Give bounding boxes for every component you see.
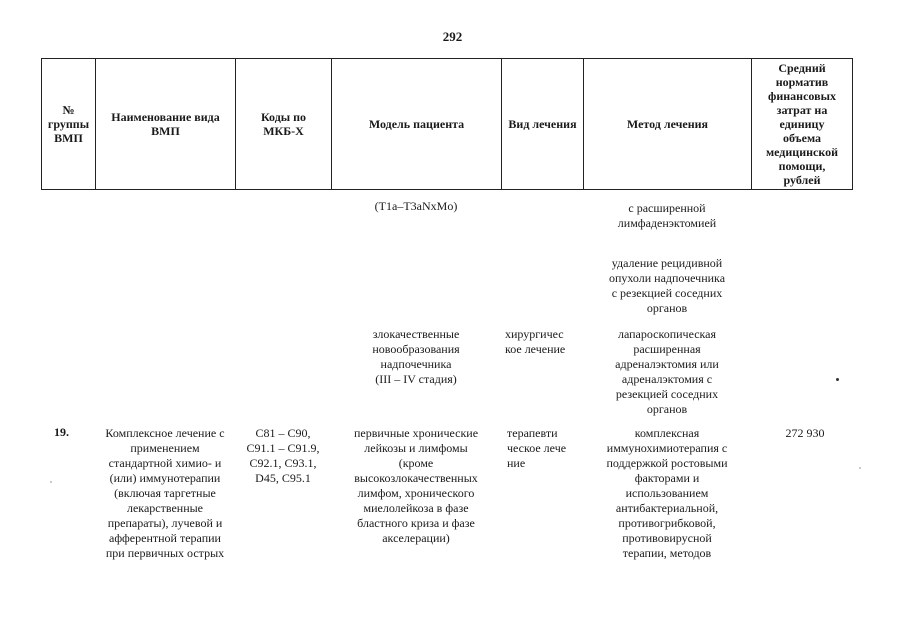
group-19-model: первичные хронические лейкозы и лимфомы (кроме высокозлокачественных лимфом, хронического миелолейкоза в фазе бластного криза и фазе акселерации) xyxy=(353,426,479,545)
group-19-method: комплексная иммунохимиотерапия с поддержкой ростовыми факторами и использованием антибактериальной, противогрибковой, противовирусной терапии, методов xyxy=(606,426,728,560)
method-lymphadenectomy: с расширенной лимфаденэктомией xyxy=(617,201,717,230)
header-cost-standard: Средний норматив финансовых затрат на единицу объема медицинской помощи, рублей xyxy=(752,59,853,190)
group-19-number: 19. xyxy=(54,425,69,439)
header-vmp-name: Наименование вида ВМП xyxy=(96,59,236,190)
header-table xyxy=(41,58,853,190)
header-treatment-type: Вид лечения xyxy=(502,59,584,190)
adrenal-model: злокачественные новообразования надпочечника (III – IV стадия) xyxy=(372,327,460,386)
model-stage: (T1a–T3aNxMo) xyxy=(374,199,458,213)
header-treatment-method: Метод лечения xyxy=(584,59,752,190)
method-recurrent-tumor: удаление рецидивной опухоли надпочечника с резекцией соседних органов xyxy=(608,256,726,315)
header-patient-model: Модель пациента xyxy=(332,59,502,190)
page-number: 292 xyxy=(442,29,463,44)
scan-speck xyxy=(836,378,839,381)
scan-speck xyxy=(859,467,861,469)
header-icd-codes: Коды по МКБ-Х xyxy=(236,59,332,190)
adrenal-method: лапароскопическая расширенная адреналэктомия или адреналэктомия с резекцией соседних органов xyxy=(615,327,719,416)
group-19-name: Комплексное лечение с применением стандартной химио- и (или) иммунотерапии (включая таргетные лекарственные препараты), лучевой и афферентной терапии при первичных острых xyxy=(105,426,225,560)
group-19-treatment-type: терапевти ческое лече ние xyxy=(507,426,567,470)
group-19-codes: C81 – C90, C91.1 – C91.9, C92.1, C93.1, D45, C95.1 xyxy=(246,426,320,485)
scan-speck xyxy=(50,481,52,483)
header-group-number: № группы ВМП xyxy=(42,59,96,190)
group-19-cost: 272 930 xyxy=(785,426,825,440)
adrenal-treatment-type: хирургичес кое лечение xyxy=(505,327,566,356)
